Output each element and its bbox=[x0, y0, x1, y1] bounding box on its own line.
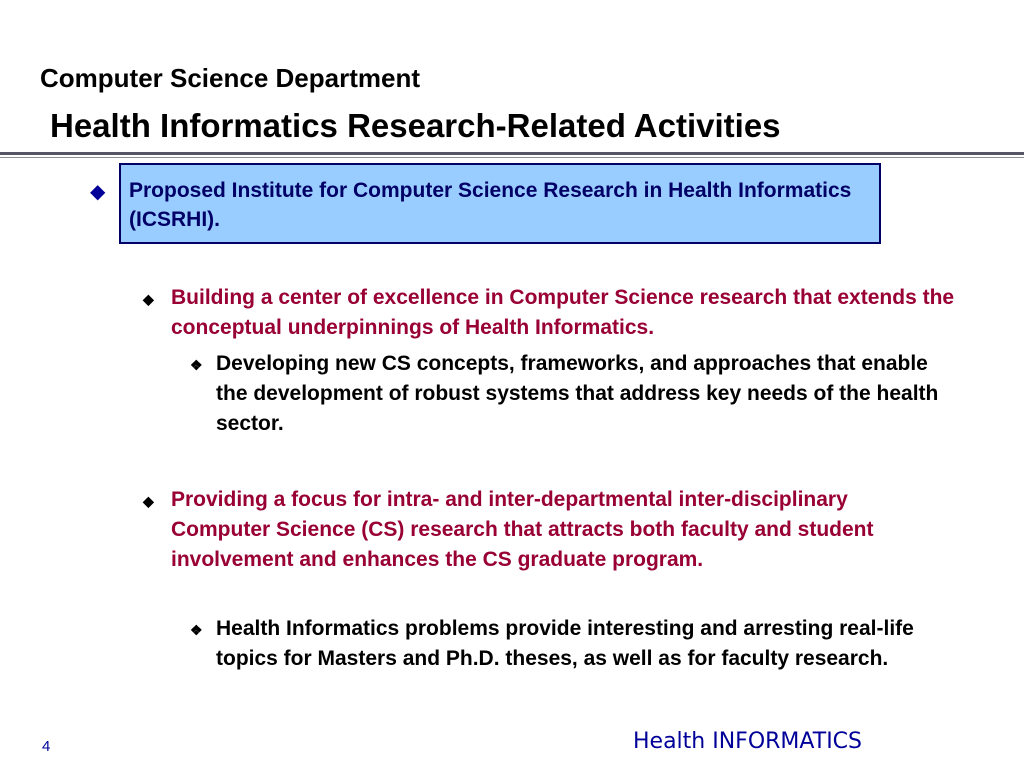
highlight-text: Proposed Institute for Computer Science Research in Health Informatics (ICSRHI). bbox=[129, 179, 852, 231]
footer-brand: Health INFORMATICS bbox=[633, 729, 863, 754]
page-number: 4 bbox=[42, 738, 51, 755]
star-bullet-icon: ❖ bbox=[190, 357, 203, 373]
diamond-bullet-icon: ◆ bbox=[143, 493, 154, 509]
highlight-box bbox=[119, 163, 881, 244]
point-2 bbox=[143, 485, 951, 575]
diamond-bullet-icon: ◆ bbox=[143, 291, 154, 307]
slide-title: Health Informatics Research-Related Activities bbox=[50, 107, 781, 144]
title-divider-thin bbox=[0, 157, 1024, 158]
star-bullet-icon: ❖ bbox=[190, 622, 203, 638]
point-2-text: Providing a focus for intra- and inter-departmental inter-disciplinary Computer Science (CS) research that attracts both faculty and student involvement and enhances the CS graduate program. bbox=[171, 488, 874, 571]
point-1-sub bbox=[190, 349, 956, 439]
point-1 bbox=[143, 283, 971, 343]
point-2-sub bbox=[190, 614, 976, 674]
point-1-text: Building a center of excellence in Computer Science research that extends the conceptual underpinnings of Health Informatics. bbox=[171, 286, 955, 339]
point-1-sub-text: Developing new CS concepts, frameworks, and approaches that enable the development of robust systems that address key needs of the health sector. bbox=[216, 352, 939, 435]
point-2-sub-text: Health Informatics problems provide interesting and arresting real-life topics for Masters and Ph.D. theses, as well as for faculty research. bbox=[216, 617, 914, 670]
department-title: Computer Science Department bbox=[40, 63, 420, 93]
title-divider-thick bbox=[0, 152, 1024, 155]
diamond-bullet-icon: ◆ bbox=[90, 181, 106, 203]
